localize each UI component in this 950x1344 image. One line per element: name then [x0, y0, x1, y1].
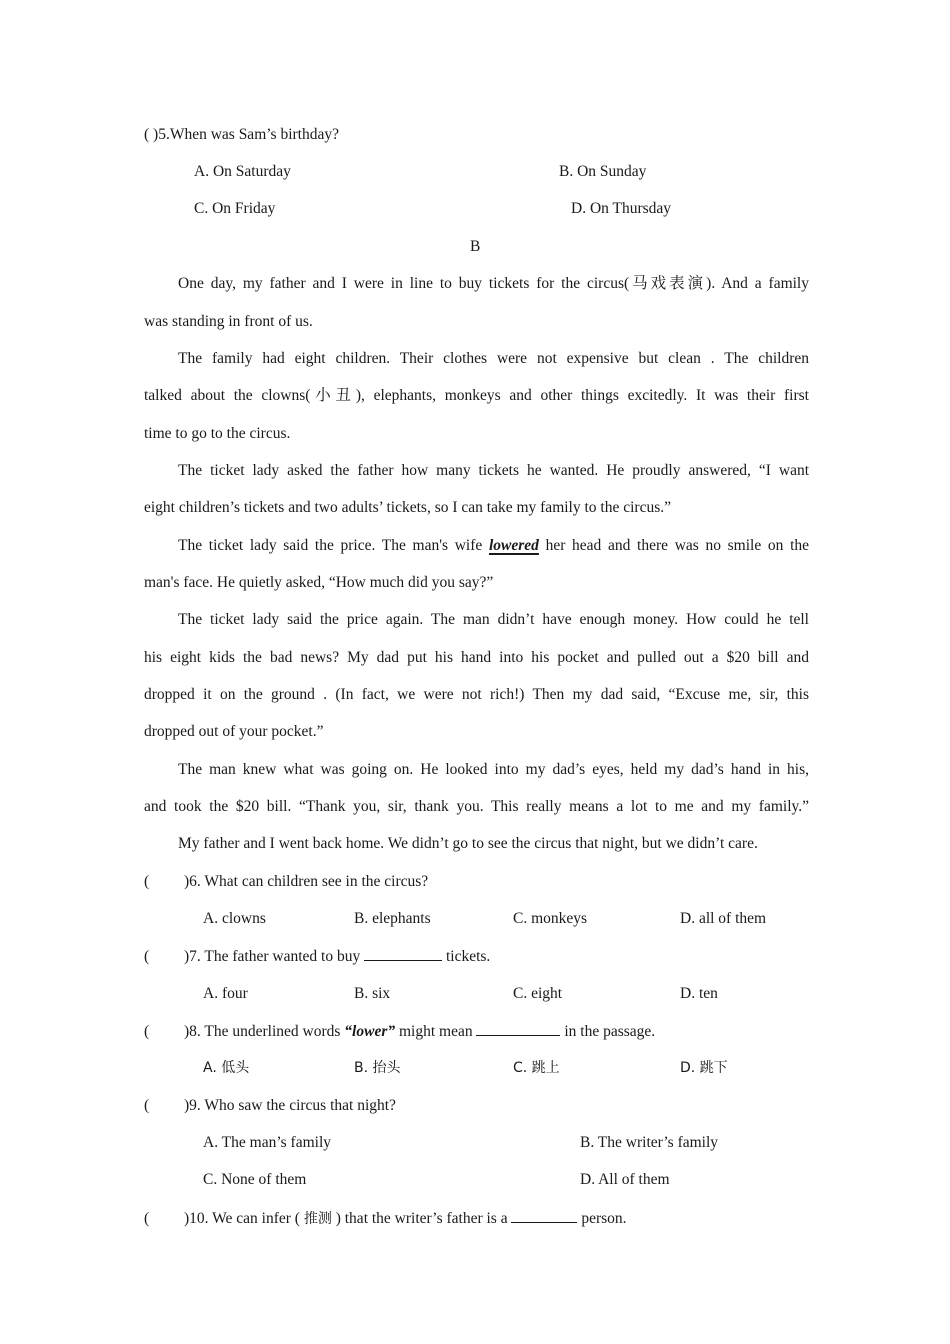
- passage-text: his eight kids the bad news? My dad put his hand into his pocket and pulled out a $20 bill and: [144, 649, 809, 666]
- answer-bracket: (: [144, 1023, 150, 1040]
- answer-bracket: (: [144, 873, 150, 890]
- question-6-option-b: B. elephants: [354, 910, 431, 927]
- passage-line: [144, 386, 809, 406]
- question-7-option-b: B. six: [354, 985, 391, 1002]
- passage-text: talked about the clowns(小丑), elephants, monkeys and other things excitedly. It was their first: [144, 387, 809, 404]
- quoted-word-lower: “lower”: [344, 1023, 396, 1040]
- chinese-gloss: 推测: [303, 1211, 332, 1227]
- question-5-option-b: B. On Sunday: [559, 163, 647, 180]
- passage-line: [144, 648, 809, 668]
- answer-bracket: (: [144, 948, 150, 965]
- question-text: 6. What can children see in the circus?: [189, 873, 429, 890]
- passage-line: man's face. He quietly asked, “How much did you say?”: [144, 574, 494, 591]
- underlined-word-lowered: lowered: [488, 537, 539, 554]
- passage-line: dropped out of your pocket.”: [144, 723, 324, 740]
- passage-line: was standing in front of us.: [144, 313, 313, 330]
- passage-line: [178, 461, 809, 481]
- fill-in-blank[interactable]: [364, 946, 442, 961]
- question-8-option-c: C. 跳上: [513, 1060, 560, 1076]
- passage-line: [178, 610, 809, 630]
- question-10-stem: [144, 1208, 627, 1229]
- passage-line: time to go to the circus.: [144, 425, 291, 442]
- fill-in-blank[interactable]: [511, 1208, 577, 1223]
- question-6-option-a: A. clowns: [203, 910, 266, 927]
- question-8-stem: [144, 1021, 655, 1042]
- question-text: 8. The underlined words: [189, 1023, 345, 1040]
- question-6-option-c: C. monkeys: [513, 910, 588, 927]
- question-5-option-c: C. On Friday: [194, 200, 276, 217]
- section-b-heading: B: [470, 238, 481, 255]
- passage-text: her head and there was no smile on the: [545, 537, 810, 554]
- passage-line: [178, 536, 809, 556]
- question-5-stem: ( )5.When was Sam’s birthday?: [144, 126, 339, 143]
- question-8-option-d: D. 跳下: [680, 1060, 728, 1076]
- question-text: 9. Who saw the circus that night?: [189, 1097, 396, 1114]
- answer-bracket-close: ): [184, 948, 190, 965]
- passage-line: [178, 274, 809, 294]
- question-7-option-c: C. eight: [513, 985, 563, 1002]
- passage-line: My father and I went back home. We didn’t go to see the circus that night, but we didn’t care.: [178, 835, 758, 852]
- question-8-option-b: B. 抬头: [354, 1060, 401, 1076]
- answer-bracket: (: [144, 1097, 150, 1114]
- question-9-option-a: A. The man’s family: [203, 1134, 331, 1151]
- question-9-option-b: B. The writer’s family: [580, 1134, 719, 1151]
- question-7-stem: [144, 946, 490, 967]
- question-text: 10. We can infer (: [189, 1210, 304, 1227]
- passage-text: One day, my father and I were in line to buy tickets for the circus(马戏表演). And a family: [178, 275, 809, 292]
- answer-bracket-close: ): [184, 1023, 190, 1040]
- answer-bracket-close: ): [184, 1097, 190, 1114]
- passage-text: and took the $20 bill. “Thank you, sir, thank you. This really means a lot to me and my family.”: [144, 798, 809, 815]
- answer-bracket: (: [144, 1210, 150, 1227]
- passage-line: [144, 685, 809, 705]
- passage-text: The man knew what was going on. He looked into my dad’s eyes, held my dad’s hand in his,: [178, 761, 809, 778]
- question-6-option-d: D. all of them: [680, 910, 767, 927]
- question-text: ) that the writer’s father is a: [331, 1210, 512, 1227]
- passage-text: dropped it on the ground . (In fact, we were not rich!) Then my dad said, “Excuse me, sir, this: [144, 686, 809, 703]
- question-7-option-d: D. ten: [680, 985, 718, 1002]
- question-9-option-d: D. All of them: [580, 1171, 670, 1188]
- passage-text: The ticket lady asked the father how many tickets he wanted. He proudly answered, “I want: [178, 462, 809, 479]
- question-text: might mean: [395, 1023, 477, 1040]
- question-text: person.: [577, 1210, 627, 1227]
- passage-line: [178, 760, 809, 780]
- question-text: in the passage.: [560, 1023, 656, 1040]
- passage-text: The ticket lady said the price again. The man didn’t have enough money. How could he tell: [178, 611, 809, 628]
- passage-text: The ticket lady said the price. The man's wife: [178, 537, 483, 554]
- question-5-option-a: A. On Saturday: [194, 163, 291, 180]
- question-text: tickets.: [442, 948, 491, 965]
- question-6-stem: [144, 872, 428, 892]
- passage-line: eight children’s tickets and two adults’ tickets, so I can take my family to the circus.”: [144, 499, 671, 516]
- answer-bracket-close: ): [184, 1210, 190, 1227]
- question-5-option-d: D. On Thursday: [571, 200, 672, 217]
- question-7-option-a: A. four: [203, 985, 248, 1002]
- fill-in-blank[interactable]: [476, 1021, 560, 1036]
- passage-text: The family had eight children. Their clothes were not expensive but clean . The children: [178, 350, 809, 367]
- passage-line: [144, 797, 809, 817]
- question-9-stem: [144, 1096, 396, 1116]
- question-9-option-c: C. None of them: [203, 1171, 307, 1188]
- question-8-option-a: A. 低头: [203, 1060, 250, 1076]
- question-text: 7. The father wanted to buy: [189, 948, 365, 965]
- passage-line: [178, 349, 809, 369]
- answer-bracket-close: ): [184, 873, 190, 890]
